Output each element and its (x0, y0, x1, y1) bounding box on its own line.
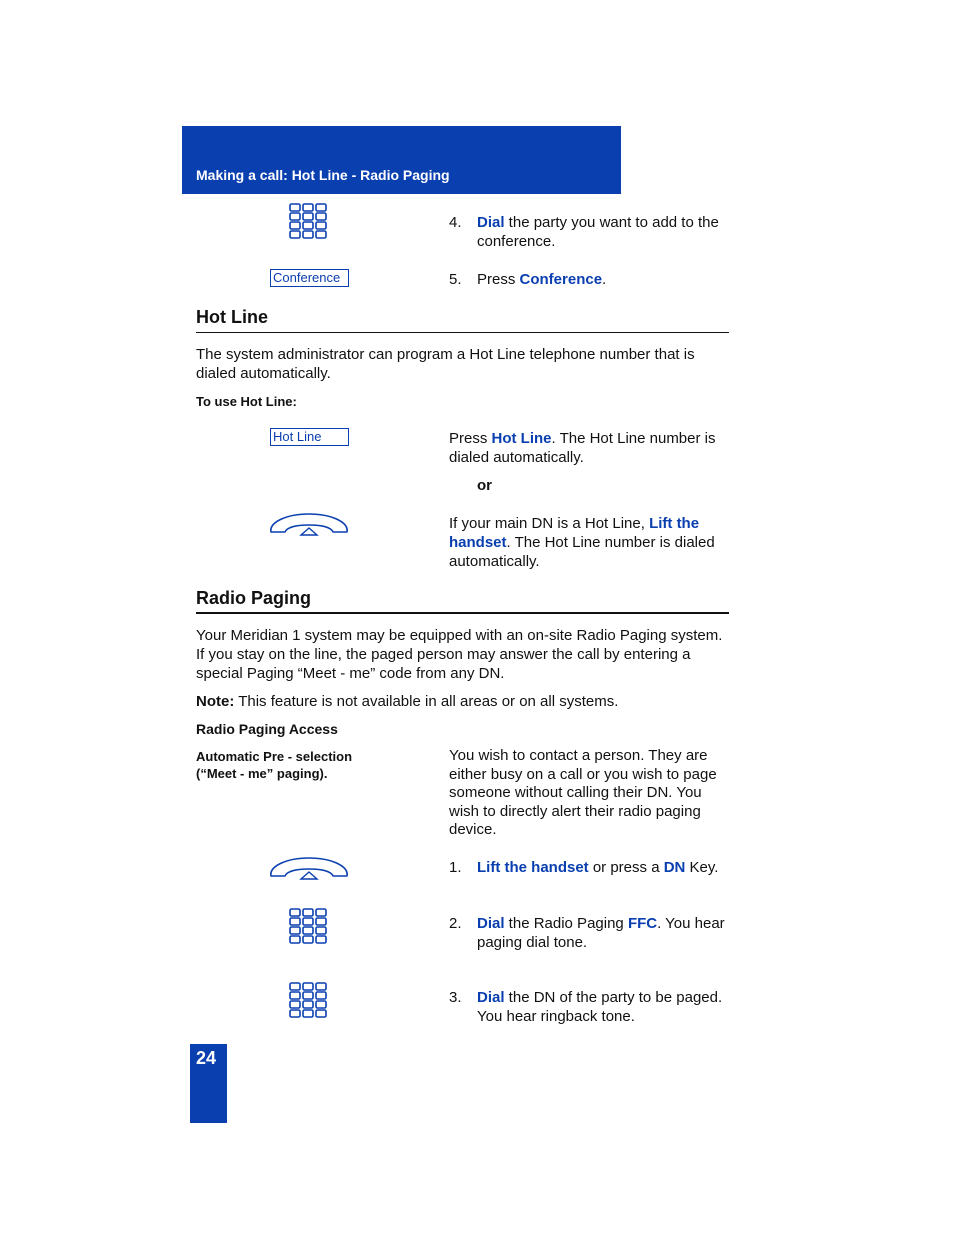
handset-icon (267, 510, 351, 538)
hot-line-softkey[interactable]: Hot Line (270, 428, 349, 446)
page-number: 24 (196, 1048, 217, 1068)
or-separator: or (477, 477, 492, 494)
step-number: 3. (449, 989, 462, 1006)
section-title-radio-paging: Radio Paging (196, 588, 312, 608)
step-number: 2. (449, 915, 462, 932)
hot-line-press-text: Press Hot Line. The Hot Line number is dialed automatically. (449, 430, 716, 466)
section-rule (196, 332, 729, 333)
dialpad-icon (289, 203, 329, 241)
dialpad-icon (289, 982, 329, 1020)
automatic-preselection-description: You wish to contact a person. They are either busy on a call or you wish to page someone without calling their DN. You wish to directly alert their radio paging device. (449, 747, 717, 838)
step-number: 1. (449, 859, 462, 876)
handset-icon (267, 854, 351, 882)
step-number: 4. (449, 214, 462, 231)
step-text: Dial the party you want to add to the conference. (477, 214, 719, 250)
step-text: Lift the handset or press a DN Key. (477, 859, 719, 876)
running-header: Making a call: Hot Line - Radio Paging (196, 167, 450, 183)
action-conference: Conference (519, 271, 603, 288)
action-lift-handset: Lift the handset (449, 515, 700, 551)
hot-line-dn-text: If your main DN is a Hot Line, Lift the handset. The Hot Line number is dialed automatically. (449, 515, 715, 570)
radio-paging-intro: Your Meridian 1 system may be equipped with an on-site Radio Paging system. If you stay on the line, the paged person may answer the call by entering a special Paging “Meet - me” code from any DN. (196, 627, 723, 682)
step-text: Dial the DN of the party to be paged. You hear ringback tone. (477, 989, 723, 1025)
hot-line-subheading: To use Hot Line: (196, 394, 297, 409)
hot-line-intro: The system administrator can program a Hot Line telephone number that is dialed automatically. (196, 346, 695, 382)
automatic-preselection-label: Automatic Pre - selection (“Meet - me” paging). (196, 749, 353, 781)
section-title-hot-line: Hot Line (196, 307, 268, 327)
dialpad-icon (289, 908, 329, 946)
note: Note: This feature is not available in all areas or on all systems. (196, 693, 619, 710)
action-hot-line: Hot Line (491, 430, 552, 447)
step-number: 5. (449, 271, 462, 288)
step-text: Dial the Radio Paging FFC. You hear paging dial tone. (477, 915, 725, 951)
section-rule (196, 612, 729, 614)
action-dial: Dial (477, 214, 505, 231)
conference-softkey[interactable]: Conference (270, 269, 349, 287)
access-heading: Radio Paging Access (196, 721, 338, 737)
step-text: Press Conference. (477, 271, 607, 288)
